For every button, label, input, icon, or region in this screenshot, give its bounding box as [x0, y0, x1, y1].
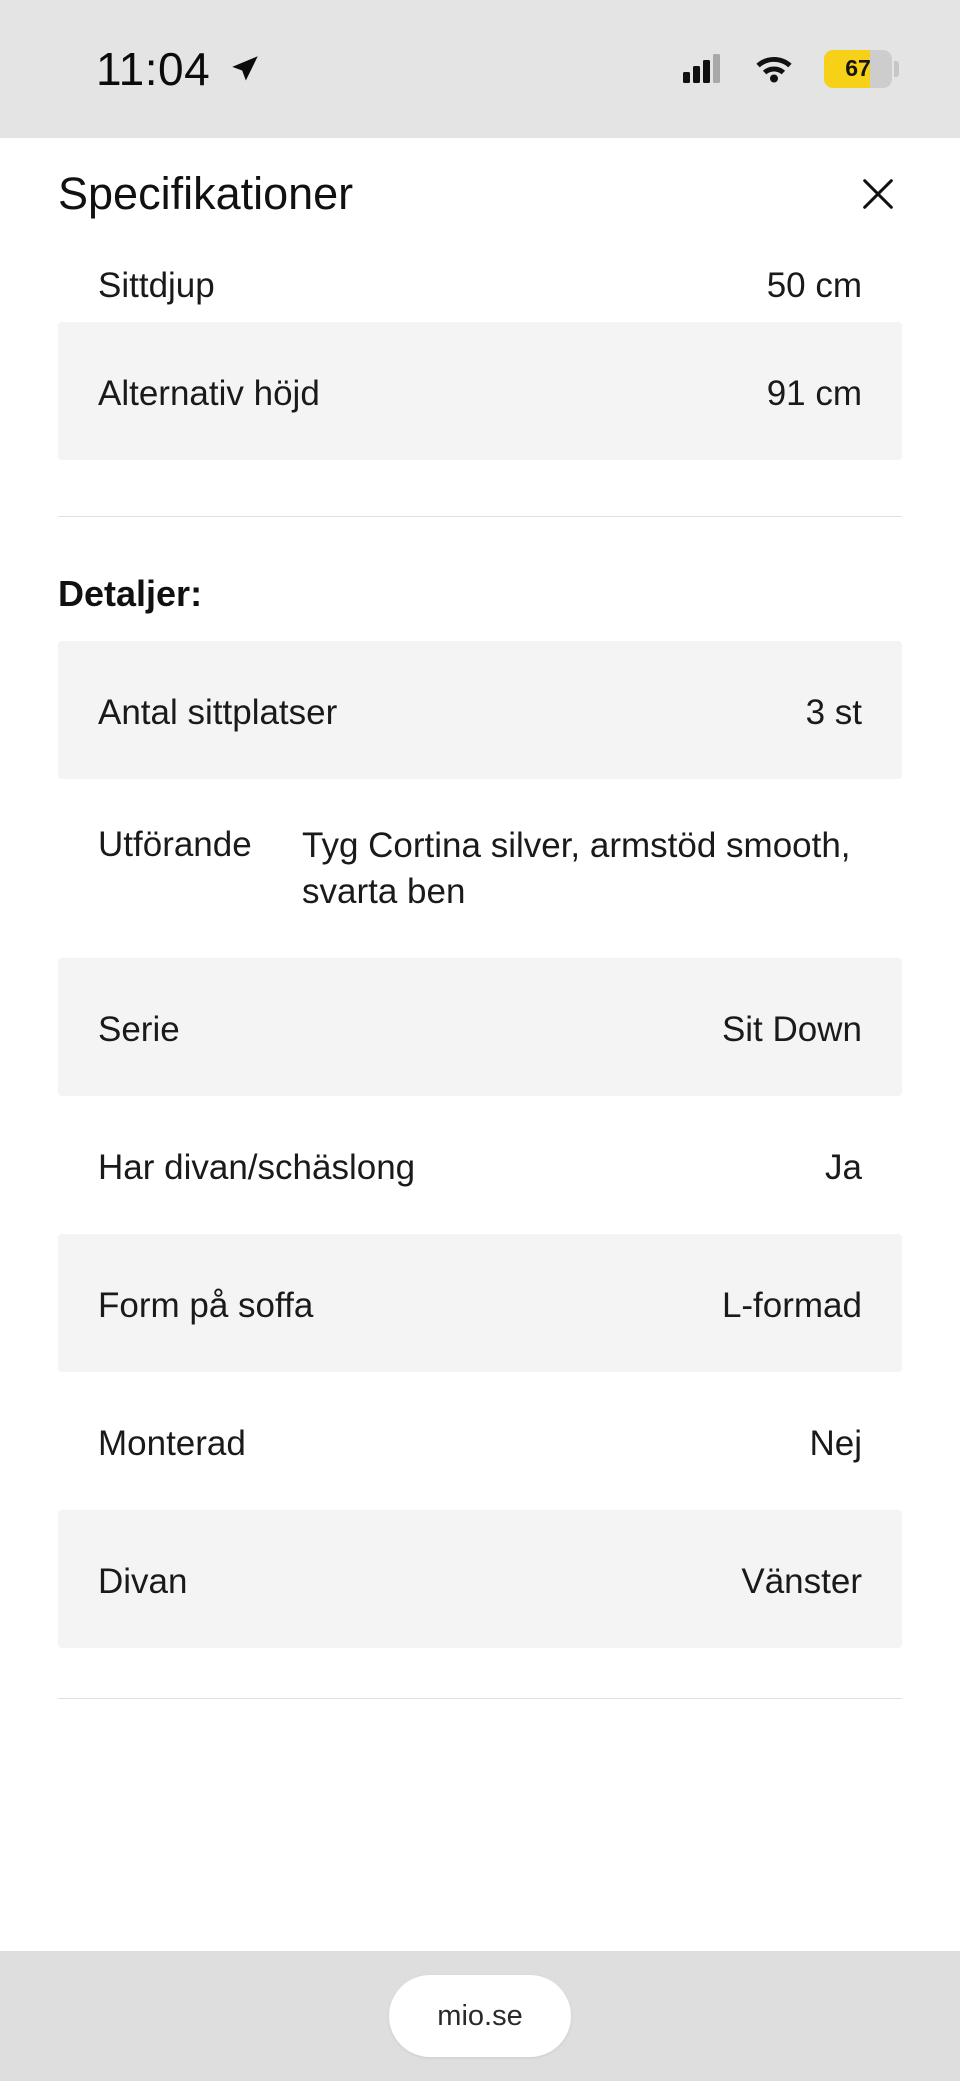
close-icon[interactable]	[850, 166, 906, 222]
section-divider	[58, 516, 902, 517]
spec-value: Vänster	[741, 1562, 862, 1601]
spec-row	[58, 1096, 902, 1234]
spec-row	[58, 1510, 902, 1648]
spec-row	[58, 322, 902, 460]
cellular-signal-icon	[682, 50, 724, 89]
spec-row	[58, 958, 902, 1096]
url-text: mio.se	[437, 1999, 523, 2032]
spec-label: Form på soffa	[98, 1286, 314, 1325]
browser-bottom-bar	[0, 1951, 960, 2081]
spec-label: Monterad	[98, 1424, 246, 1463]
specifications-list[interactable]	[0, 250, 960, 1951]
battery-cap	[894, 61, 899, 77]
spec-value: 91 cm	[766, 374, 862, 413]
spec-label: Utförande	[98, 825, 252, 864]
battery-percent-label: 67	[845, 54, 871, 81]
spec-value: 3 st	[805, 693, 862, 732]
section-heading-detaljer: Detaljer:	[58, 573, 203, 614]
url-pill[interactable]	[389, 1975, 571, 2057]
status-bar-right	[682, 49, 900, 89]
spec-value: Sit Down	[721, 1010, 862, 1049]
spec-label: Divan	[98, 1562, 188, 1601]
spec-row	[58, 779, 902, 958]
page-title: Specifikationer	[58, 168, 354, 219]
status-bar-left	[96, 42, 262, 96]
spec-label: Alternativ höjd	[98, 374, 320, 413]
spec-label: Sittdjup	[98, 266, 215, 305]
battery-indicator	[824, 49, 900, 89]
section-divider	[58, 1698, 902, 1699]
spec-value: L-formad	[721, 1286, 862, 1325]
spec-row	[58, 1234, 902, 1372]
spec-value: Nej	[809, 1424, 862, 1463]
wifi-icon	[752, 50, 796, 89]
location-arrow-icon	[228, 52, 262, 86]
spec-value: Ja	[825, 1148, 862, 1187]
spec-label: Serie	[98, 1010, 180, 1049]
spec-row	[58, 1372, 902, 1510]
spec-value: Tyg Cortina silver, armstöd smooth, svarta ben	[302, 826, 851, 911]
spec-value: 50 cm	[766, 266, 862, 305]
spec-label: Har divan/schäslong	[98, 1148, 416, 1187]
spec-label: Antal sittplatser	[98, 693, 338, 732]
status-clock: 11:04	[96, 43, 211, 95]
spec-row	[58, 250, 902, 322]
sheet-header	[0, 138, 960, 250]
spec-row	[58, 641, 902, 779]
status-bar	[0, 0, 960, 138]
